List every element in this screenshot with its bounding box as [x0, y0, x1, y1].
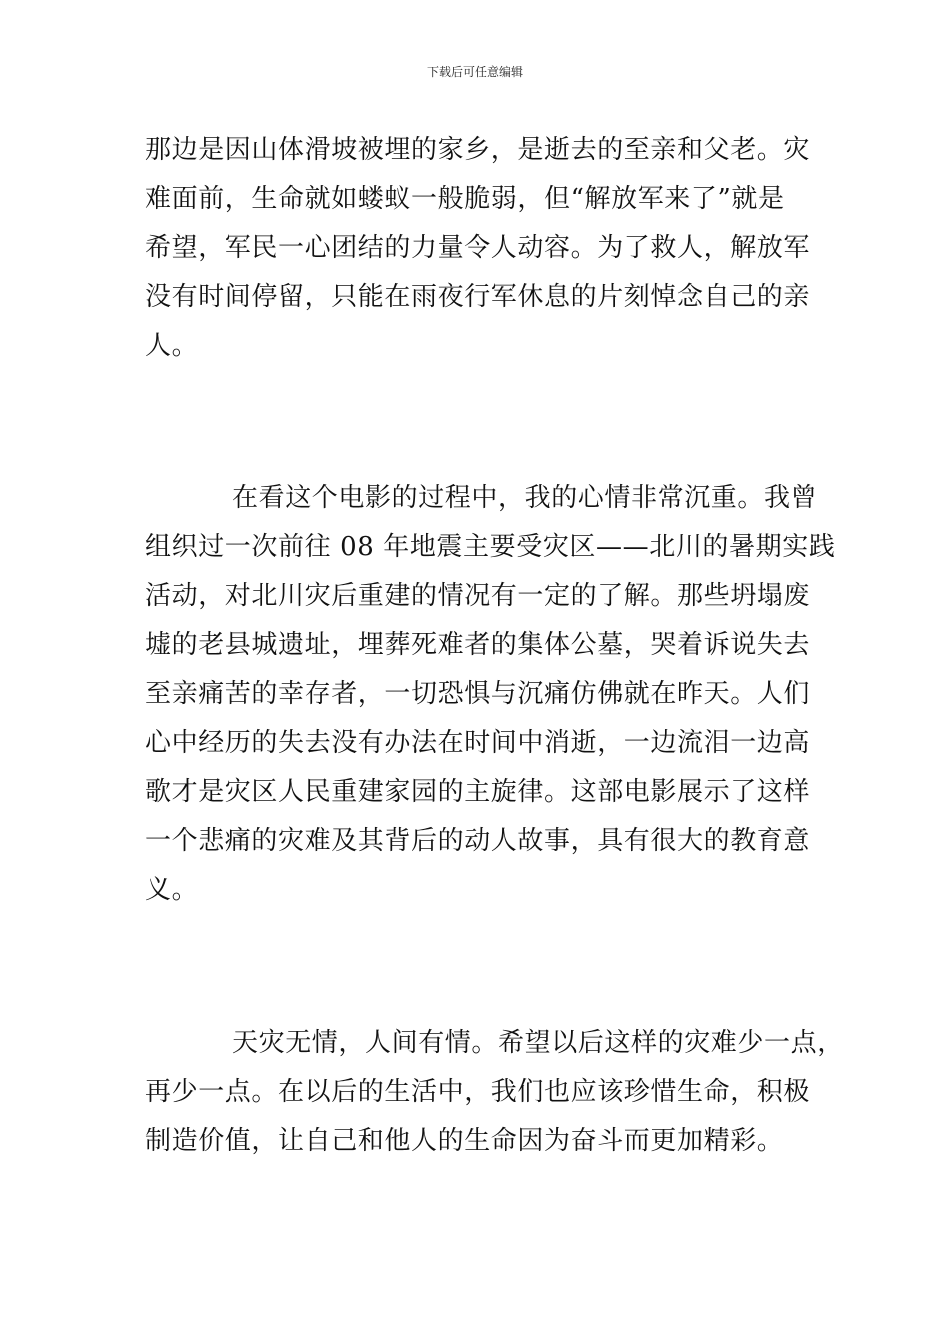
paragraph-line: 义。: [145, 875, 199, 905]
paragraph-line: 那边是因山体滑坡被埋的家乡，是逝去的至亲和父老。灾: [145, 135, 811, 165]
paragraph-line: 没有时间停留，只能在雨夜行军休息的片刻悼念自己的亲: [145, 282, 811, 312]
paragraph-line: 一个悲痛的灾难及其背后的动人故事，具有很大的教育意: [145, 826, 811, 856]
paragraph-line: 活动，对北川灾后重建的情况有一定的了解。那些坍塌废: [145, 581, 811, 611]
paragraph-line: 墟的老县城遗址，埋葬死难者的集体公墓，哭着诉说失去: [145, 630, 811, 660]
paragraph-line: 在看这个电影的过程中，我的心情非常沉重。我曾: [232, 483, 818, 513]
paragraph-line: 歌才是灾区人民重建家园的主旋律。这部电影展示了这样: [145, 777, 811, 807]
paragraph-line: 组织过一次前往 08 年地震主要受灾区——北川的暑期实践: [145, 532, 836, 562]
paragraph-line: 心中经历的失去没有办法在时间中消逝，一边流泪一边高: [145, 728, 811, 758]
paragraph-line: 人。: [145, 331, 199, 361]
paragraph-line: 难面前，生命就如蝼蚁一般脆弱，但“解放军来了”就是: [145, 184, 785, 214]
paragraph-line: 制造价值，让自己和他人的生命因为奋斗而更加精彩。: [145, 1126, 784, 1156]
paragraph-line: 天灾无情，人间有情。希望以后这样的灾难少一点，: [232, 1028, 844, 1058]
paragraph-line: 再少一点。在以后的生活中，我们也应该珍惜生命，积极: [145, 1077, 811, 1107]
paragraph-line: 至亲痛苦的幸存者，一切恐惧与沉痛仿佛就在昨天。人们: [145, 679, 811, 709]
paragraph-line: 希望，军民一心团结的力量令人动容。为了救人，解放军: [145, 233, 811, 263]
page-header: 下载后可任意编辑: [426, 65, 523, 79]
